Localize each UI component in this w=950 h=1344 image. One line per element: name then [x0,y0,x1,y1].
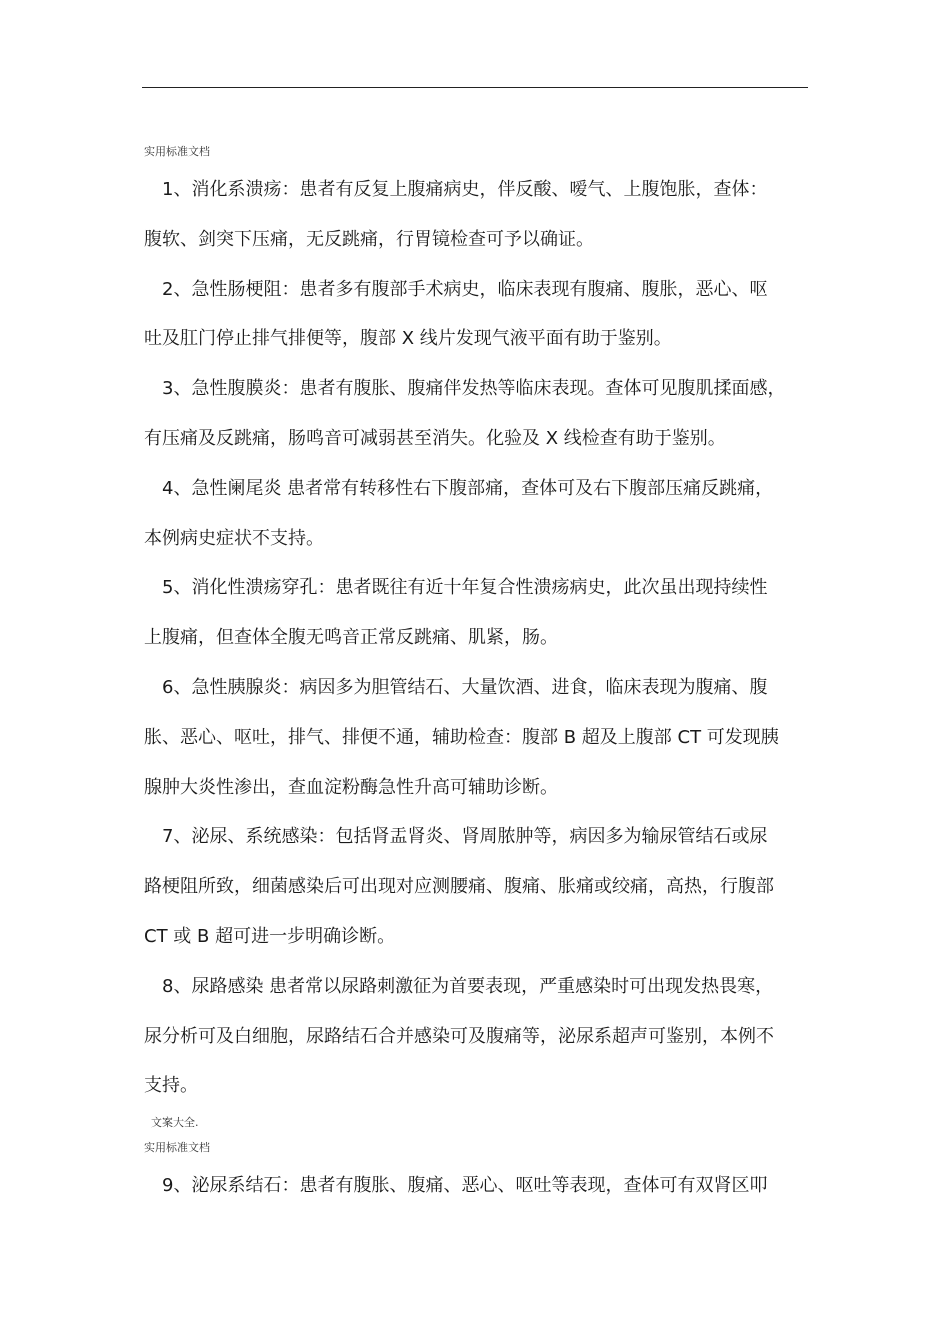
text-line: 本例病史症状不支持。 [144,528,324,549]
text-line: 腺肿大炎性渗出，查血淀粉酶急性升高可辅助诊断。 [144,777,558,798]
text-line: 3、急性腹膜炎：患者有腹胀、腹痛伴发热等临床表现。查体可见腹肌揉面感， [162,378,786,399]
text-line: 胀、恶心、呕吐，排气、排便不通，辅助检查：腹部 B 超及上腹部 CT 可发现胰 [144,727,779,748]
text-line: 5、消化性溃疡穿孔：患者既往有近十年复合性溃疡病史，此次虽出现持续性 [162,577,768,598]
text-line: 支持。 [144,1075,198,1096]
text-line: 4、急性阑尾炎 患者常有转移性右下腹部痛，查体可及右下腹部压痛反跳痛， [162,478,774,499]
text-line: 尿分析可及白细胞，尿路结石合并感染可及腹痛等，泌尿系超声可鉴别，本例不 [144,1026,774,1047]
text-line: 腹软、剑突下压痛，无反跳痛，行胃镜检查可予以确证。 [144,229,594,250]
text-line: 2、急性肠梗阻：患者多有腹部手术病史，临床表现有腹痛、腹胀，恶心、呕 [162,279,768,300]
page-header: 实用标准文档 [144,145,210,158]
page-footer: 文案大全. [151,1116,199,1129]
text-line: 1、消化系溃疡：患者有反复上腹痛病史，伴反酸、嗳气、上腹饱胀，查体： [162,179,768,200]
text-line: 路梗阻所致，细菌感染后可出现对应测腰痛、腹痛、胀痛或绞痛，高热，行腹部 [144,876,774,897]
text-line: 9、泌尿系结石：患者有腹胀、腹痛、恶心、呕吐等表现，查体可有双肾区叩 [162,1175,768,1196]
text-line: 有压痛及反跳痛，肠鸣音可减弱甚至消失。化验及 X 线检查有助于鉴别。 [144,428,726,449]
header-rule [142,87,808,88]
text-line: 吐及肛门停止排气排便等，腹部 X 线片发现气液平面有助于鉴别。 [144,328,672,349]
text-line: CT 或 B 超可进一步明确诊断。 [144,926,396,947]
text-line: 6、急性胰腺炎：病因多为胆管结石、大量饮酒、进食，临床表现为腹痛、腹 [162,677,768,698]
text-line: 7、泌尿、系统感染：包括肾盂肾炎、肾周脓肿等，病因多为输尿管结石或尿 [162,826,768,847]
text-line: 上腹痛，但查体全腹无鸣音正常反跳痛、肌紧，肠。 [144,627,558,648]
text-line: 8、尿路感染 患者常以尿路刺激征为首要表现，严重感染时可出现发热畏寒， [162,976,774,997]
page-header: 实用标准文档 [144,1141,210,1154]
